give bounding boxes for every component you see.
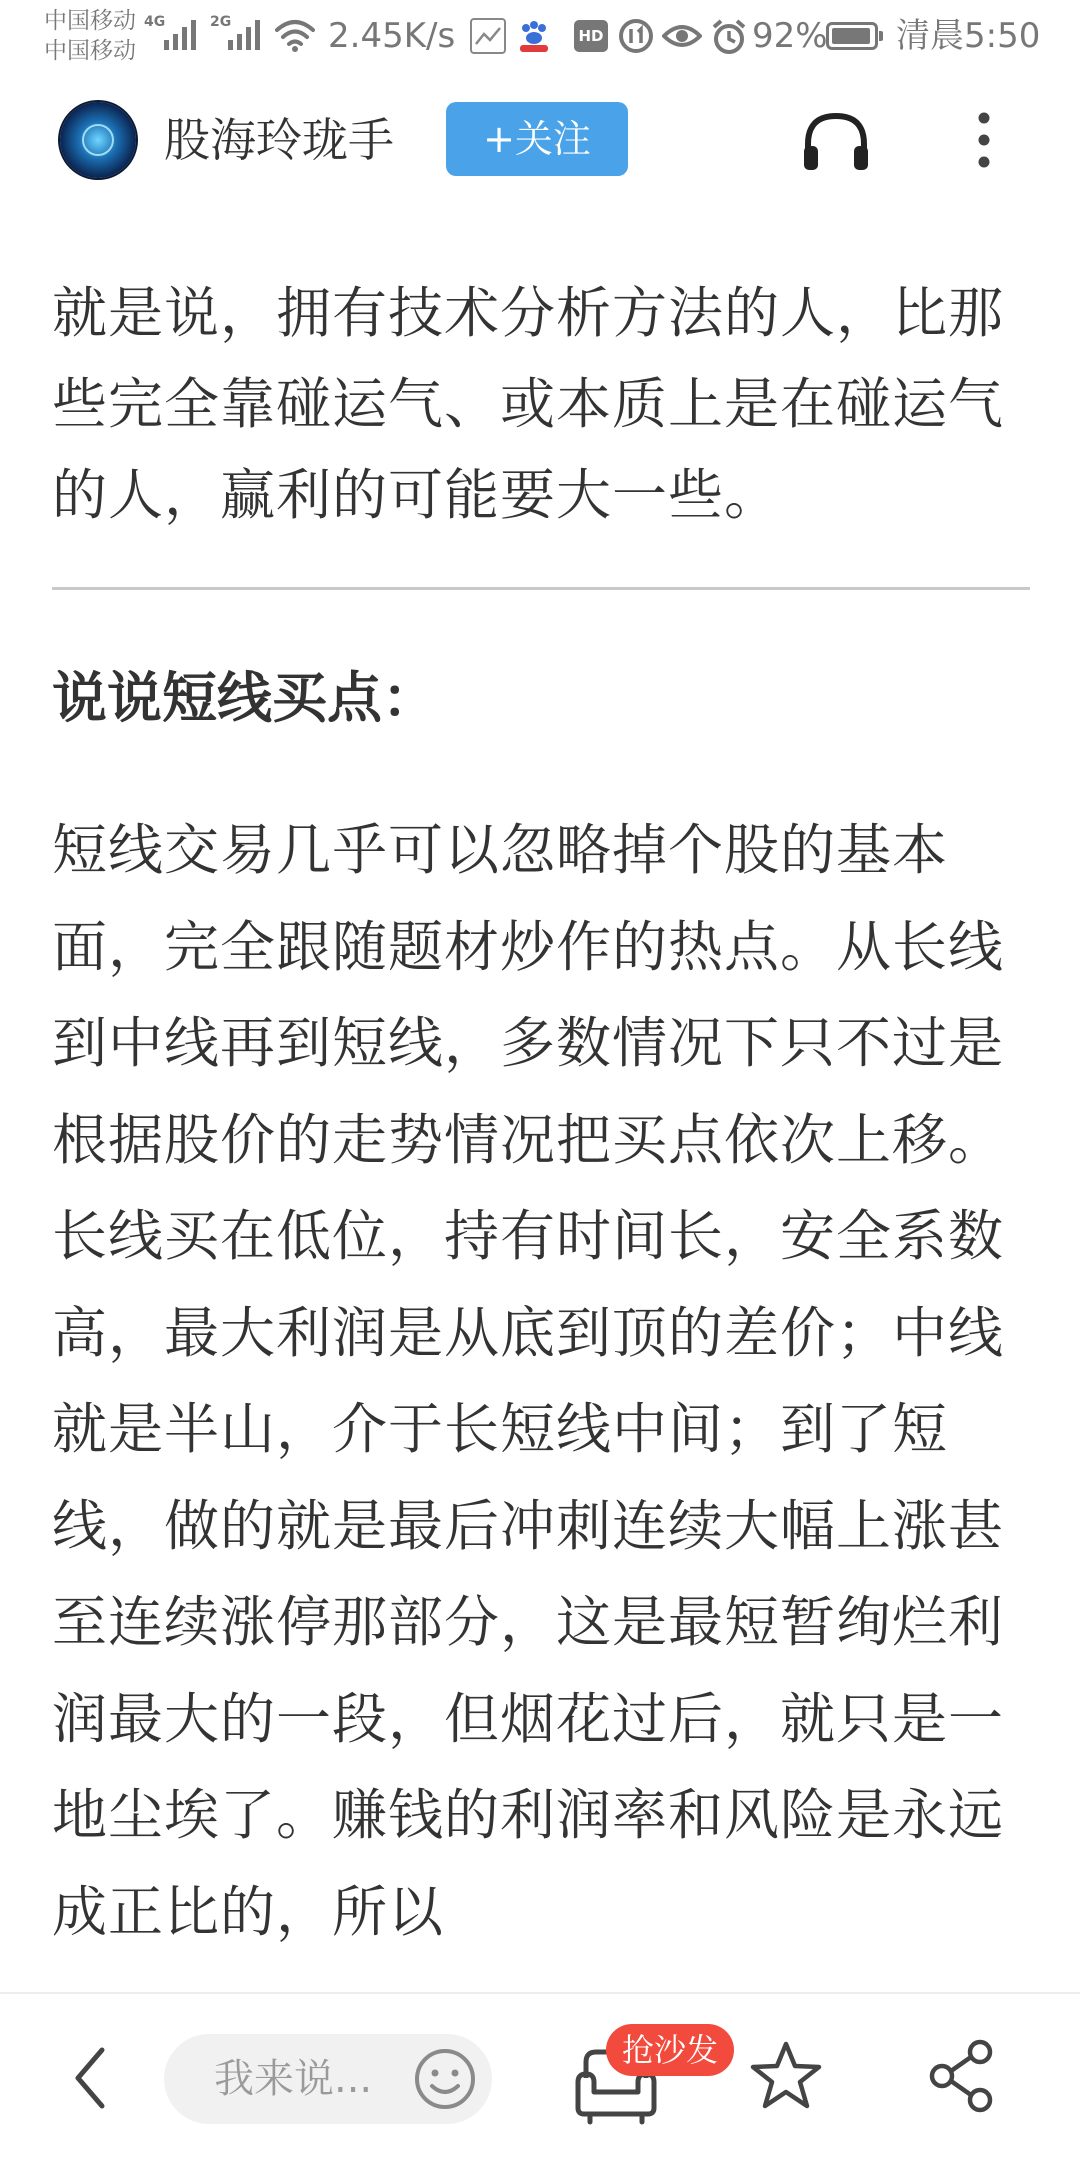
article-paragraph-2: 短线交易几乎可以忽略掉个股的基本面，完全跟随题材炒作的热点。从长线到中线再到短线，多数情况下只不过是根据股价的走势情况把买点依次上移。长线买在低位，持有时间长，安全系数高，最大利润是从底到顶的差价；中线就是半山，介于长短线中间；到了短线，做的就是最后冲刺连续大幅上涨甚至连续涨停那部分，这是最短暂绚烂利润最大的一段，但烟花过后，就只是一地尘埃了。赚钱的利润率和风险是永远成正比的，所以 — [52, 818, 1005, 1944]
network-type-1: 4G — [144, 14, 166, 30]
finance-app-notification-icon — [470, 18, 506, 54]
signal-strength-1-icon — [164, 16, 196, 50]
alarm-icon — [710, 18, 748, 56]
carrier-2-label: 中国移动 — [44, 38, 136, 64]
battery-icon — [826, 22, 878, 50]
bottom-action-bar — [0, 1992, 1080, 2160]
author-avatar[interactable] — [60, 102, 136, 178]
smiley-icon[interactable] — [412, 2046, 478, 2112]
share-icon[interactable] — [924, 2038, 1000, 2114]
comment-input[interactable] — [164, 2034, 492, 2124]
back-arrow-icon[interactable] — [62, 2038, 122, 2118]
star-icon[interactable] — [748, 2038, 824, 2114]
network-type-2: 2G — [210, 14, 232, 30]
status-bar — [0, 0, 1080, 72]
signal-strength-2-icon — [228, 16, 260, 50]
battery-percent: 92% — [752, 16, 828, 56]
baidu-app-notification-icon — [516, 18, 552, 54]
section-divider — [52, 587, 1030, 590]
data-saver-icon — [618, 18, 654, 54]
carrier-labels — [44, 6, 136, 66]
eye-comfort-icon — [662, 18, 702, 54]
article-header — [0, 72, 1080, 212]
carrier-1-label: 中国移动 — [44, 8, 136, 34]
wifi-icon — [274, 18, 316, 52]
more-options-icon[interactable] — [966, 108, 1002, 172]
headphone-icon[interactable] — [796, 106, 876, 178]
network-speed: 2.45K/s — [328, 16, 456, 56]
grab-sofa-badge[interactable]: 抢沙发 — [606, 2024, 734, 2076]
article-body — [52, 268, 1032, 1960]
author-name[interactable]: 股海玲珑手 — [164, 113, 394, 167]
comment-placeholder: 我来说... — [214, 2056, 373, 2102]
section-heading: 说说短线买点： — [52, 666, 438, 730]
clock: 清晨5:50 — [896, 16, 1041, 56]
article-paragraph-1: 就是说，拥有技术分析方法的人，比那些完全靠碰运气、或本质上是在碰运气的人，赢利的可能要大一些。 — [52, 281, 1005, 527]
follow-button[interactable]: +关注 — [446, 102, 628, 176]
hd-voice-badge: HD — [574, 20, 608, 52]
